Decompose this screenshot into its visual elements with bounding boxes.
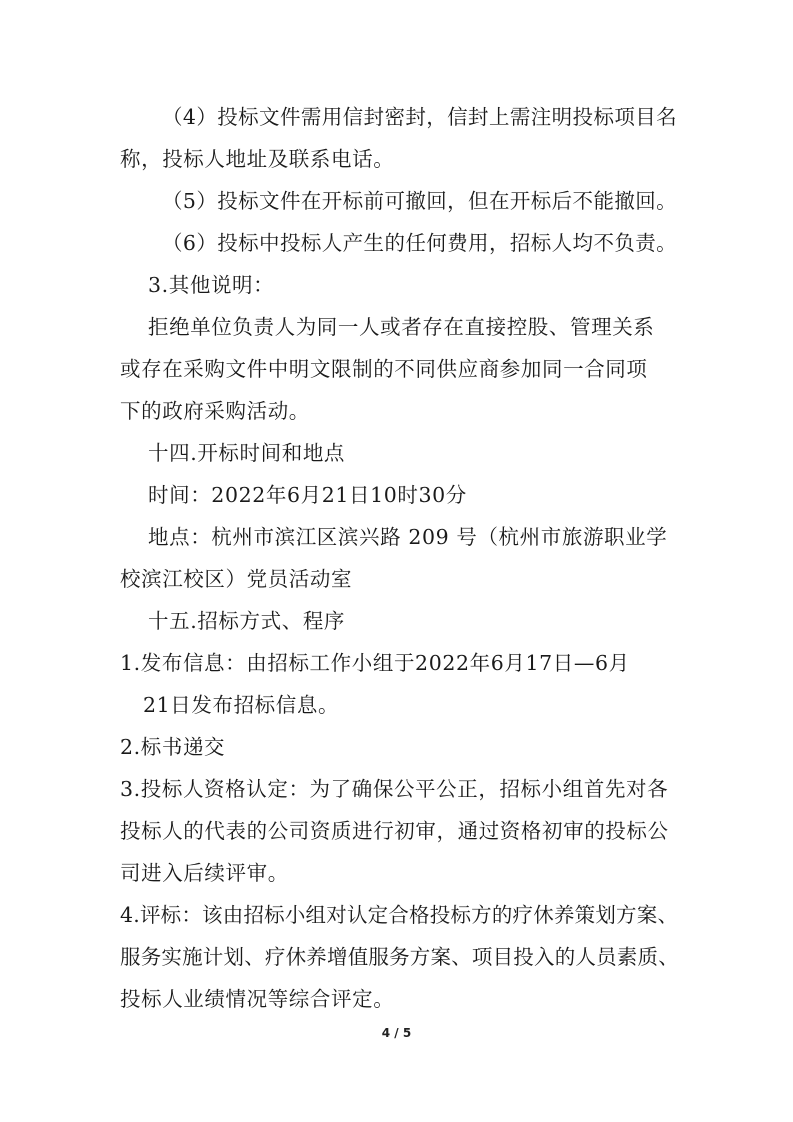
step-publish-info: 1.发布信息：由招标工作小组于2022年6月17日—6月: [120, 651, 630, 675]
step-bid-submission: 2.标书递交: [120, 735, 226, 759]
paragraph-line: 称，投标人地址及联系电话。: [120, 147, 395, 171]
step-evaluation-cont: 投标人业绩情况等综合评定。: [120, 987, 395, 1011]
paragraph-line: 拒绝单位负责人为同一人或者存在直接控股、管理关系: [148, 315, 655, 339]
step-publish-info-cont: 21日发布招标信息。: [143, 693, 340, 717]
opening-time: 时间：2022年6月21日10时30分: [148, 483, 467, 507]
step-qualification: 3.投标人资格认定：为了确保公平公正，招标小组首先对各: [120, 777, 669, 801]
opening-location: 地点：杭州市滨江区滨兴路 209 号（杭州市旅游职业学: [148, 525, 668, 549]
step-evaluation: 4.评标：该由招标小组对认定合格投标方的疗休养策划方案、: [120, 903, 679, 927]
page-number: 4 / 5: [381, 1026, 412, 1040]
section-heading: 十五.招标方式、程序: [148, 609, 346, 633]
step-qualification-cont: 司进入后续评审。: [120, 861, 289, 885]
paragraph-line: （6）投标中投标人产生的任何费用，招标人均不负责。: [162, 231, 678, 255]
opening-location-cont: 校滨江校区）党员活动室: [120, 567, 353, 591]
section-subheading: 3.其他说明：: [148, 273, 275, 297]
section-heading: 十四.开标时间和地点: [148, 441, 346, 465]
paragraph-line: 下的政府采购活动。: [120, 399, 310, 423]
paragraph-line: （5）投标文件在开标前可撤回，但在开标后不能撤回。: [162, 189, 678, 213]
paragraph-line: （4）投标文件需用信封密封，信封上需注明投标项目名: [162, 105, 678, 129]
step-evaluation-cont: 服务实施计划、疗休养增值服务方案、项目投入的人员素质、: [120, 945, 679, 969]
step-qualification-cont: 投标人的代表的公司资质进行初审，通过资格初审的投标公: [120, 819, 669, 843]
paragraph-line: 或存在采购文件中明文限制的不同供应商参加同一合同项: [120, 357, 648, 381]
